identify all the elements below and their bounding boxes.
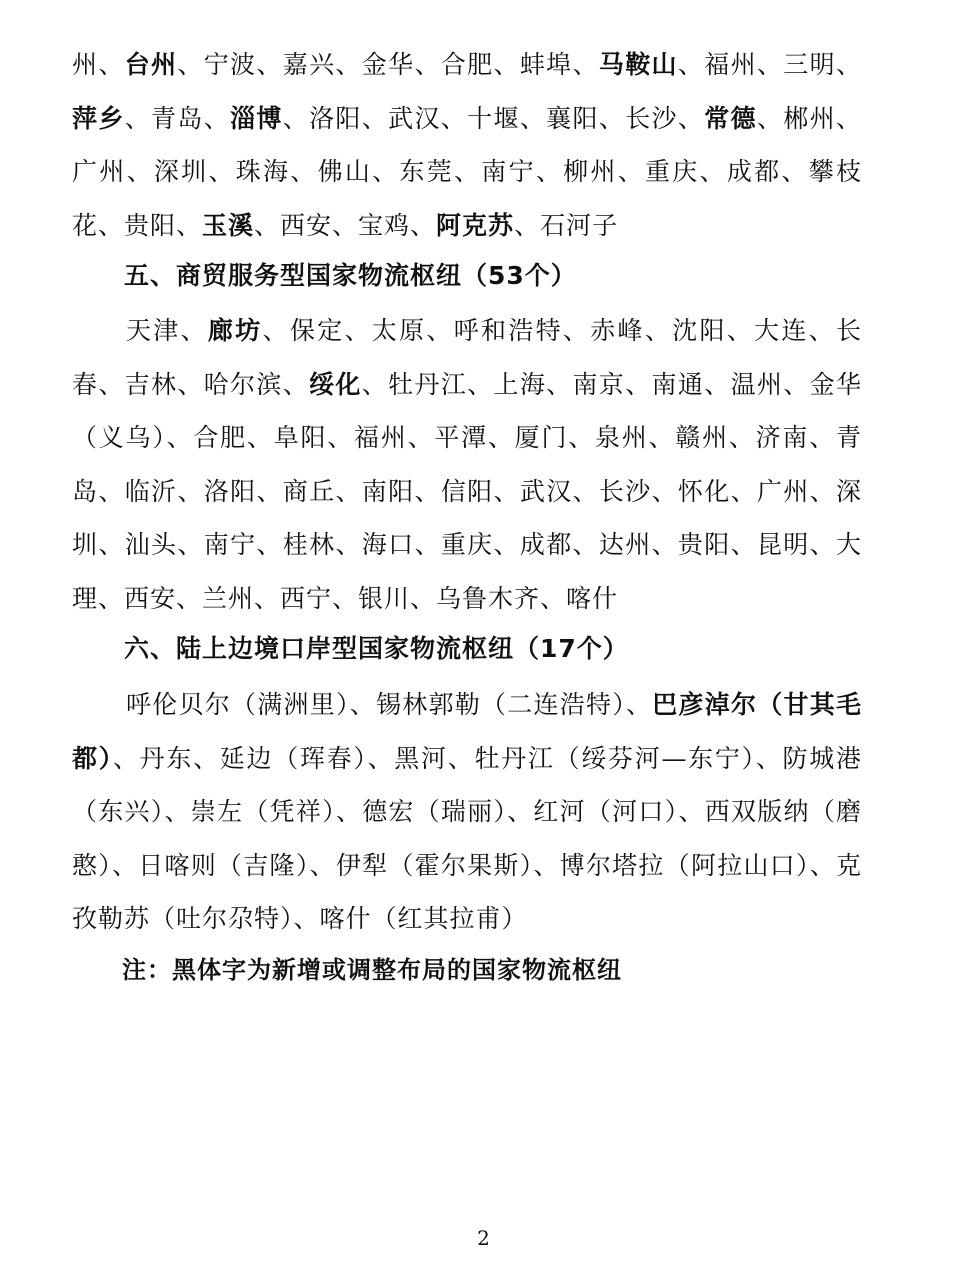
hub-list-text: 、保定、太原、呼和浩特、赤峰、沈阳、大连、长春、吉林、哈尔滨、 xyxy=(72,316,862,399)
hub-list-text: 呼伦贝尔（满洲里）、锡林郭勒（二连浩特）、 xyxy=(126,690,653,719)
highlighted-hub-name: 玉溪 xyxy=(202,210,255,240)
highlighted-hub-name: 台州 xyxy=(124,50,178,79)
continued-hub-list xyxy=(72,38,862,252)
hub-list-text: 天津、 xyxy=(126,316,208,345)
highlighted-hub-name: 绥化 xyxy=(309,369,362,399)
hub-list-text: 、郴州、广州、深圳、珠海、佛山、东莞、南宁、柳州、重庆、成都、攀枝花、贵阳、 xyxy=(72,103,862,240)
highlighted-hub-name: 巴彦淖尔（甘其毛都） xyxy=(72,690,862,773)
footnote: 注：黑体字为新增或调整布局的国家物流枢纽 xyxy=(122,956,622,984)
section-5-hub-list xyxy=(72,304,862,625)
highlighted-hub-name: 萍乡 xyxy=(72,103,125,133)
highlighted-hub-name: 淄博 xyxy=(230,103,283,133)
hub-list-text: 、宁波、嘉兴、金华、合肥、蚌埠、 xyxy=(177,50,599,79)
hub-list-text: 、牡丹江、上海、南京、南通、温州、金华（义乌）、合肥、阜阳、福州、平潭、厦门、泉州、赣州、济南、青岛、临沂、洛阳、商丘、南阳、信阳、武汉、长沙、怀化、广州、深圳、汕头、南宁、桂林、海口、重庆、成都、达州、贵阳、昆明、大理、西安、兰州、西宁、银川、乌鲁木齐、喀什 xyxy=(72,369,862,613)
hub-list-text: 、福州、三明、 xyxy=(677,50,862,79)
highlighted-hub-name: 阿克苏 xyxy=(436,210,515,240)
hub-list-text: 、西安、宝鸡、 xyxy=(254,210,437,240)
hub-list-text: 州、 xyxy=(72,50,125,79)
section-5-heading: 五、商贸服务型国家物流枢纽（53个） xyxy=(124,261,577,290)
hub-list-text: 、丹东、延边（珲春）、黑河、牡丹江（绥芬河—东宁）、防城港（东兴）、崇左（凭祥）、德宏（瑞丽）、红河（河口）、西双版纳（磨憨）、日喀则（吉隆）、伊犁（霍尔果斯）、博尔塔拉（阿拉山口）、克孜勒苏（吐尔尕特）、喀什（红其拉甫） xyxy=(72,743,862,933)
highlighted-hub-name: 常德 xyxy=(704,103,757,133)
highlighted-hub-name: 廊坊 xyxy=(207,316,263,345)
hub-list-text: 、青岛、 xyxy=(124,103,231,133)
hub-list-text: 、洛阳、武汉、十堰、襄阳、长沙、 xyxy=(282,103,705,133)
page-number: 2 xyxy=(477,1226,490,1250)
highlighted-hub-name: 马鞍山 xyxy=(598,50,678,79)
section-6-hub-list xyxy=(72,678,862,946)
hub-list-text: 、石河子 xyxy=(514,210,619,240)
section-6-heading: 六、陆上边境口岸型国家物流枢纽（17个） xyxy=(124,634,629,663)
